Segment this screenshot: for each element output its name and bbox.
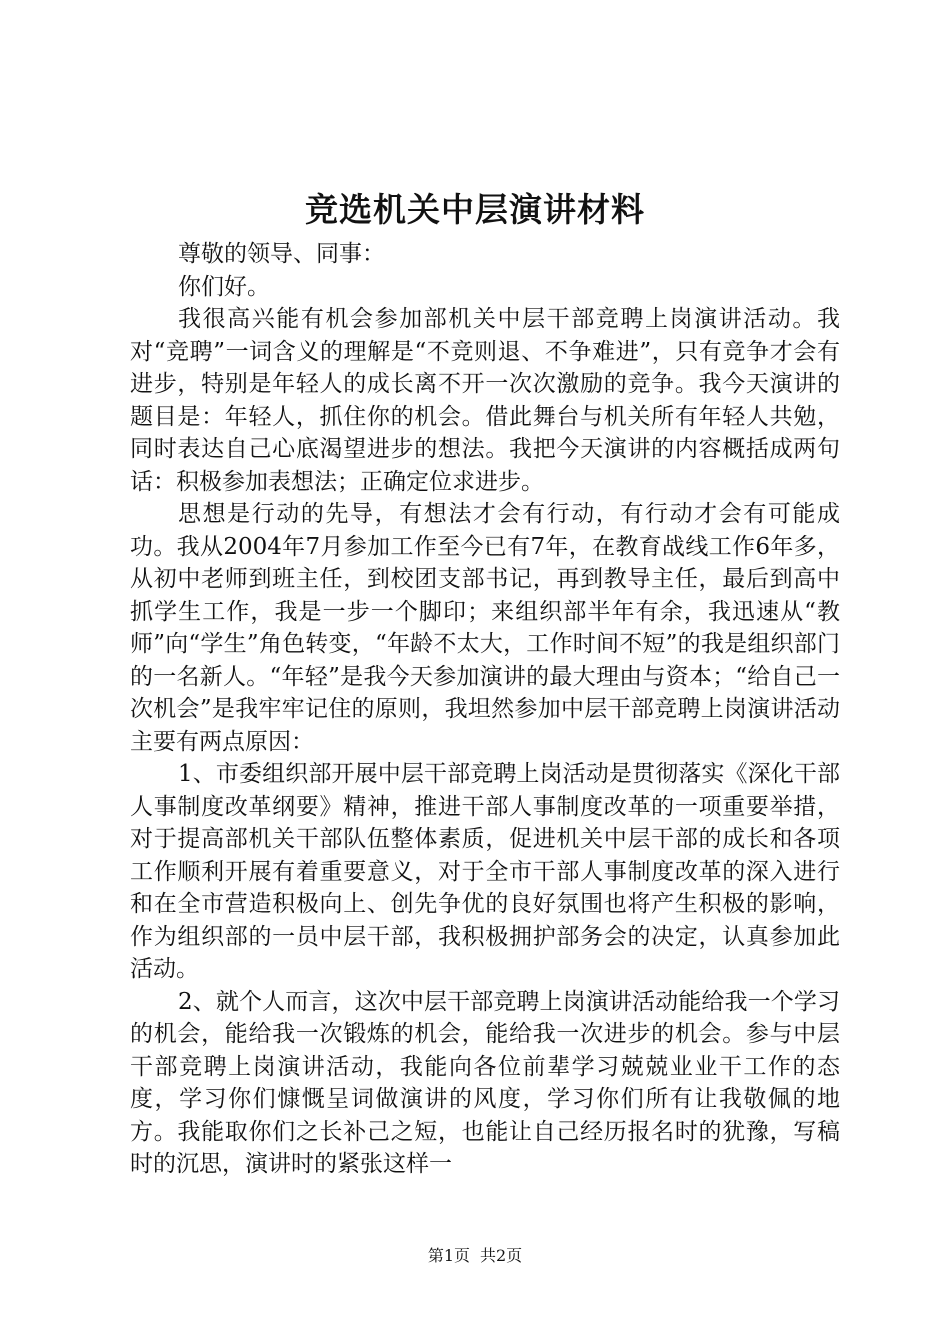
- page-total: 共2页: [480, 1246, 523, 1265]
- page-number: 第1页: [427, 1246, 470, 1265]
- page-footer: [0, 1245, 950, 1267]
- salutation-paragraph: 尊敬的领导、同事：: [178, 241, 385, 267]
- body-paragraph: 思想是行动的先导，有想法才会有行动，有行动才会有可能成功。我从2004年7月参加工作至今已有7年，在教育战线工作6年多，从初中老师到班主任，到校团支部书记，再到教导主任，最后到高中抓学生工作，我是一步一个脚印；来组织部半年有余，我迅速从“教师”向“学生”角色转变，“年龄不太大，工作时间不短”的我是组织部门的一名新人。“年轻”是我今天参加演讲的最大理由与资本；“给自己一次机会”是我牢牢记住的原则，我坦然参加中层干部竞聘上岗演讲活动主要有两点原因：: [130, 501, 840, 755]
- body-paragraph: 2、就个人而言，这次中层干部竞聘上岗演讲活动能给我一个学习的机会，能给我一次锻炼的机会，能给我一次进步的机会。参与中层干部竞聘上岗演讲活动，我能向各位前辈学习兢兢业业干工作的态度，学习你们慷慨呈词做演讲的风度，学习你们所有让我敬佩的地方。我能取你们之长补己之短，也能让自己经历报名时的犹豫，写稿时的沉思，演讲时的紧张这样一: [130, 988, 840, 1177]
- greeting-paragraph: 你们好。: [178, 273, 270, 300]
- body-paragraph: 我很高兴能有机会参加部机关中层干部竞聘上岗演讲活动。我对“竞聘”一词含义的理解是“不竞则退、不争难进”，只有竞争才会有进步，特别是年轻人的成长离不开一次次激励的竞争。我今天演讲的题目是：年轻人，抓住你的机会。借此舞台与机关所有年轻人共勉，同时表达自己心底渴望进步的想法。我把今天演讲的内容概括成两句话：积极参加表想法；正确定位求进步。: [130, 306, 840, 495]
- document-body: [130, 238, 840, 1181]
- document-title: 竞选机关中层演讲材料: [305, 190, 645, 229]
- body-paragraph: 1、市委组织部开展中层干部竞聘上岗活动是贯彻落实《深化干部人事制度改革纲要》精神，推进干部人事制度改革的一项重要举措，对于提高部机关干部队伍整体素质，促进机关中层干部的成长和各项工作顺利开展有着重要意义，对于全市干部人事制度改革的深入进行和在全市营造积极向上、创先争优的良好氛围也将产生积极的影响，作为组织部的一员中层干部，我积极拥护部务会的决定，认真参加此活动。: [130, 761, 840, 982]
